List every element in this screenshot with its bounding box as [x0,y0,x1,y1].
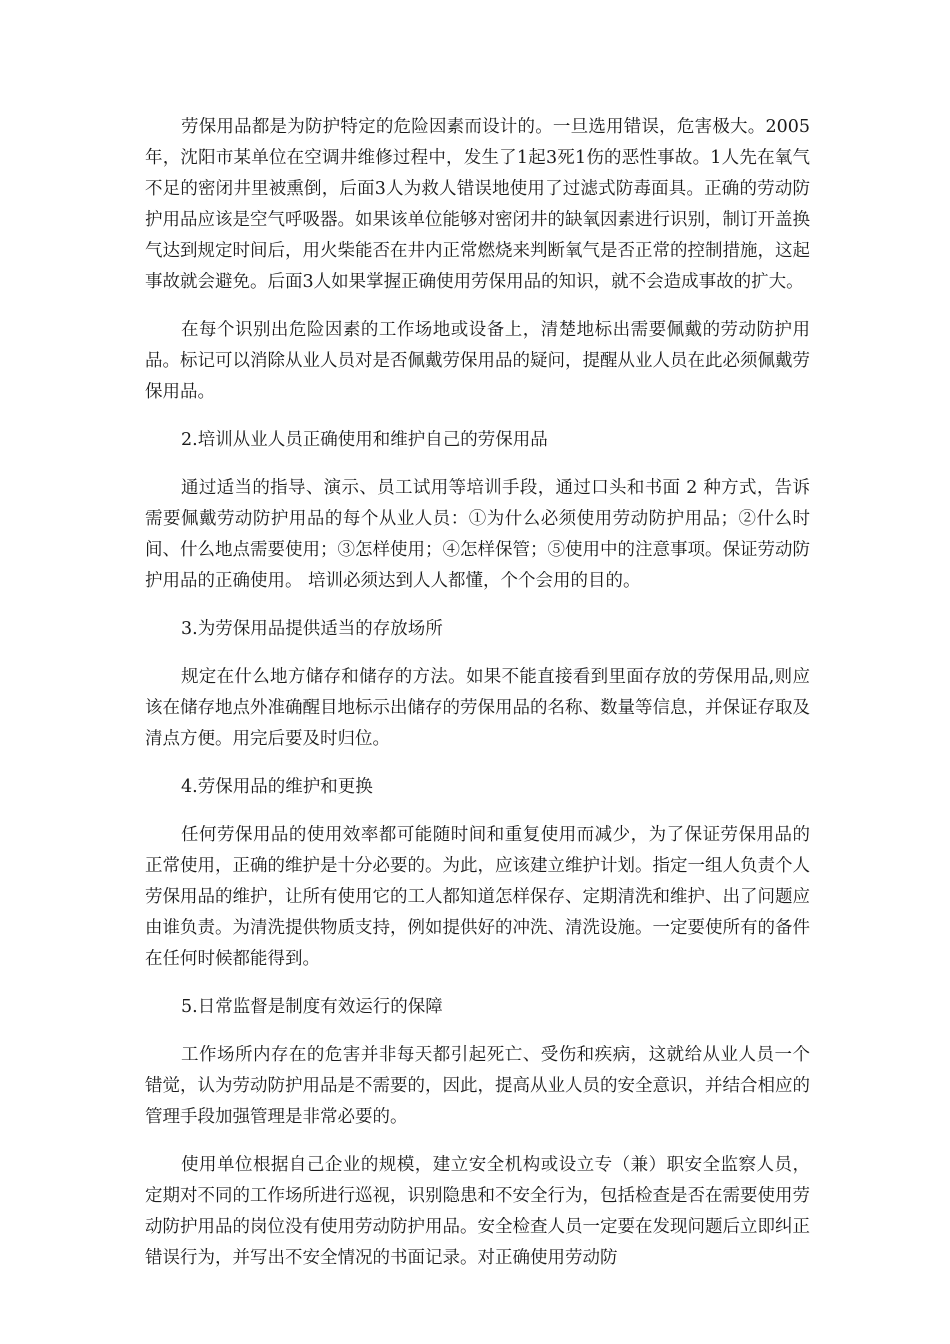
paragraph: 通过适当的指导、演示、员工试用等培训手段，通过口头和书面 2 种方式，告诉需要佩戴劳动防护用品的每个从业人员：①为什么必须使用劳动防护用品；②什么时间、什么地点需要使用；③怎样使用；④怎样保管；⑤使用中的注意事项。保证劳动防护用品的正确使用。 培训必须达到人人都懂，个个会用的目的。 [145,478,810,591]
section-heading: 3.为劳保用品提供适当的存放场所 [181,619,443,639]
section-heading: 4.劳保用品的维护和更换 [181,777,373,797]
section-heading: 5.日常监督是制度有效运行的保障 [181,997,443,1017]
paragraph: 工作场所内存在的危害并非每天都引起死亡、受伤和疾病，这就给从业人员一个错觉，认为劳动防护用品是不需要的，因此，提高从业人员的安全意识，并结合相应的管理手段加强管理是非常必要的。 [145,1045,810,1127]
paragraph: 使用单位根据自己企业的规模，建立安全机构或设立专（兼）职安全监察人员，定期对不同的工作场所进行巡视，识别隐患和不安全行为，包括检查是否在需要使用劳动防护用品的岗位没有使用劳动防护用品。安全检查人员一定要在发现问题后立即纠正错误行为，并写出不安全情况的书面记录。对正确使用劳动防 [145,1155,810,1268]
document-body [145,112,810,1291]
paragraph: 劳保用品都是为防护特定的危险因素而设计的。一旦选用错误，危害极大。2005年，沈阳市某单位在空调井维修过程中，发生了1起3死1伤的恶性事故。1人先在氧气不足的密闭井里被熏倒，后面3人为救人错误地使用了过滤式防毒面具。正确的劳动防护用品应该是空气呼吸器。如果该单位能够对密闭井的缺氧因素进行识别，制订开盖换气达到规定时间后，用火柴能否在井内正常燃烧来判断氧气是否正常的控制措施，这起事故就会避免。后面3人如果掌握正确使用劳保用品的知识，就不会造成事故的扩大。 [145,117,810,292]
paragraph: 任何劳保用品的使用效率都可能随时间和重复使用而减少，为了保证劳保用品的正常使用，正确的维护是十分必要的。为此，应该建立维护计划。指定一组人负责个人劳保用品的维护，让所有使用它的工人都知道怎样保存、定期清洗和维护、出了问题应由谁负责。为清洗提供物质支持，例如提供好的冲洗、清洗设施。一定要使所有的备件在任何时候都能得到。 [145,825,810,969]
paragraph: 在每个识别出危险因素的工作场地或设备上，清楚地标出需要佩戴的劳动防护用品。标记可以消除从业人员对是否佩戴劳保用品的疑问，提醒从业人员在此必须佩戴劳保用品。 [145,320,810,402]
paragraph: 规定在什么地方储存和储存的方法。如果不能直接看到里面存放的劳保用品,则应该在储存地点外准确醒目地标示出储存的劳保用品的名称、数量等信息，并保证存取及清点方便。用完后要及时归位。 [145,667,810,749]
section-heading: 2.培训从业人员正确使用和维护自己的劳保用品 [181,430,548,450]
